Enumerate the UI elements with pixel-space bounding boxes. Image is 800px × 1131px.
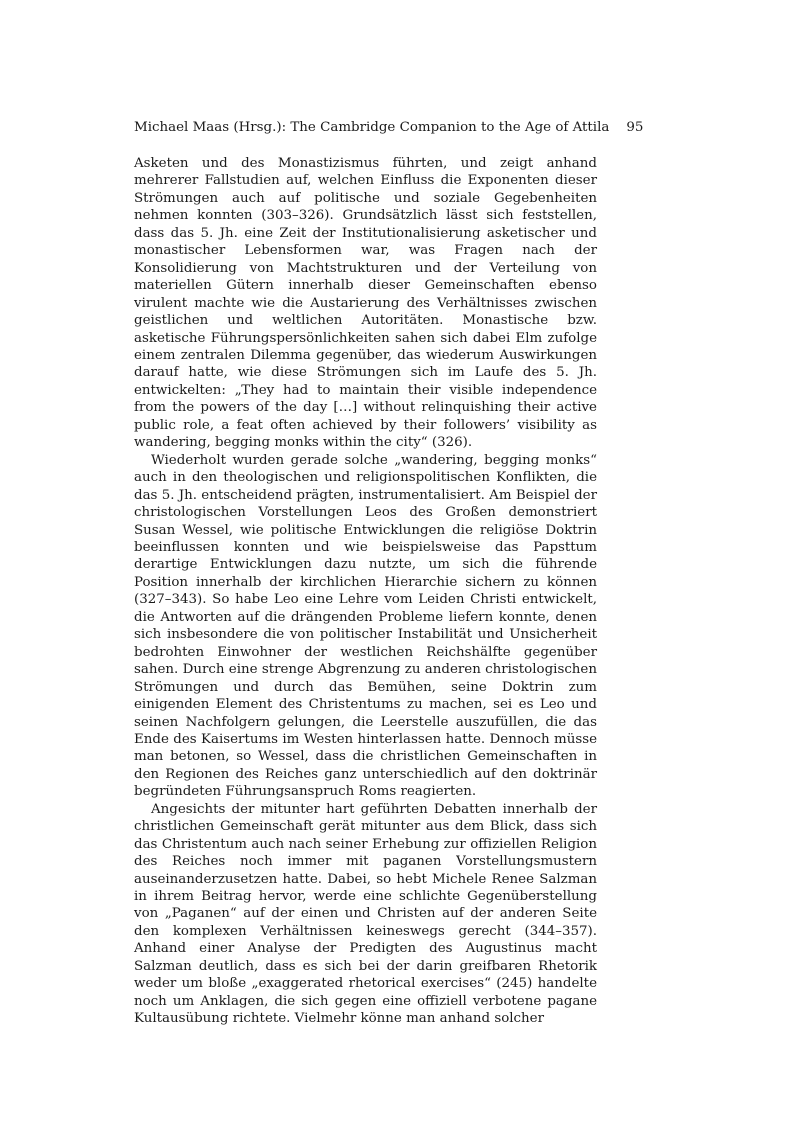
paragraph-3: Angesichts der mitunter hart geführten Debatten innerhalb der christlichen Gemeinschaft gerät mitunter aus dem Blick, dass sich das Christentum auch nach seiner Erhebung zur offiziellen Religion des Reiches noch immer mit paganen Vorstellungsmustern auseinanderzusetzen hatte. Dabei, so hebt Michele Renee Salzman in ihrem Beitrag hervor, werde eine schlichte Gegenüberstellung von „Paganen“ auf der einen und Christen auf der anderen Seite den komplexen Verhältnissen keineswegs gerecht (344–357). Anhand einer Analyse der Predigten des Augustinus macht Salzman deutlich, dass es sich bei der darin greifbaren Rhetorik weder um bloße „exaggerated rhetorical exercises“ (245) handelte noch um Anklagen, die sich gegen eine offiziell verbotene pagane Kultausübung richtete. Vielmehr könne man anhand solcher	[134, 801, 597, 1027]
body-text	[134, 155, 597, 1028]
running-title: Michael Maas (Hrsg.): The Cambridge Companion to the Age of Attila	[134, 120, 610, 135]
page-number: 95	[626, 120, 644, 135]
paragraph-2: Wiederholt wurden gerade solche „wandering, begging monks“ auch in den theologischen und religionspolitischen Konflikten, die das 5. Jh. entscheidend prägten, instrumentalisiert. Am Beispiel der christologischen Vorstellungen Leos des Großen demonstriert Susan Wessel, wie politische Entwicklungen die religiöse Doktrin beeinflussen konnten und wie beispielsweise das Papsttum derartige Entwicklungen dazu nutzte, um sich die führende Position innerhalb der kirchlichen Hierarchie sichern zu können (327–343). So habe Leo eine Lehre vom Leiden Christi entwickelt, die Antworten auf die drängenden Probleme liefern konnte, denen sich insbesondere die von politischer Instabilität und Unsicherheit bedrohten Einwohner der westlichen Reichshälfte gegenüber sahen. Durch eine strenge Abgrenzung zu anderen christologischen Strömungen und durch das Bemühen, seine Doktrin zum einigenden Element des Christentums zu machen, sei es Leo und seinen Nachfolgern gelungen, die Leerstelle auszufüllen, die das Ende des Kaisertums im Westen hinterlassen hatte. Dennoch müsse man betonen, so Wessel, dass die christlichen Gemeinschaften in den Regionen des Reiches ganz unterschiedlich auf den doktrinär begründeten Führungsanspruch Roms reagierten.	[134, 452, 597, 800]
running-head	[134, 119, 644, 137]
paragraph-1: Asketen und des Monastizismus führten, und zeigt anhand mehrerer Fallstudien auf, welchen Einfluss die Exponenten dieser Strömungen auch auf politische und soziale Gegebenheiten nehmen konnten (303–326). Grundsätzlich lässt sich feststellen, dass das 5. Jh. eine Zeit der Institutionalisierung asketischer und monastischer Lebensformen war, was Fragen nach der Konsolidierung von Machtstrukturen und der Verteilung von materiellen Gütern innerhalb dieser Gemeinschaften ebenso virulent machte wie die Austarierung des Verhältnisses zwischen geistlichen und weltlichen Autoritäten. Monastische bzw. asketische Führungspersönlichkeiten sahen sich dabei Elm zufolge einem zentralen Dilemma gegenüber, das wiederum Auswirkungen darauf hatte, wie diese Strömungen sich im Laufe des 5. Jh. entwickelten: „They had to maintain their visible independence from the powers of the day […] without relinquishing their active public role, a feat often achieved by their followers’ visibility as wandering, begging monks within the city“ (326).	[134, 156, 597, 451]
